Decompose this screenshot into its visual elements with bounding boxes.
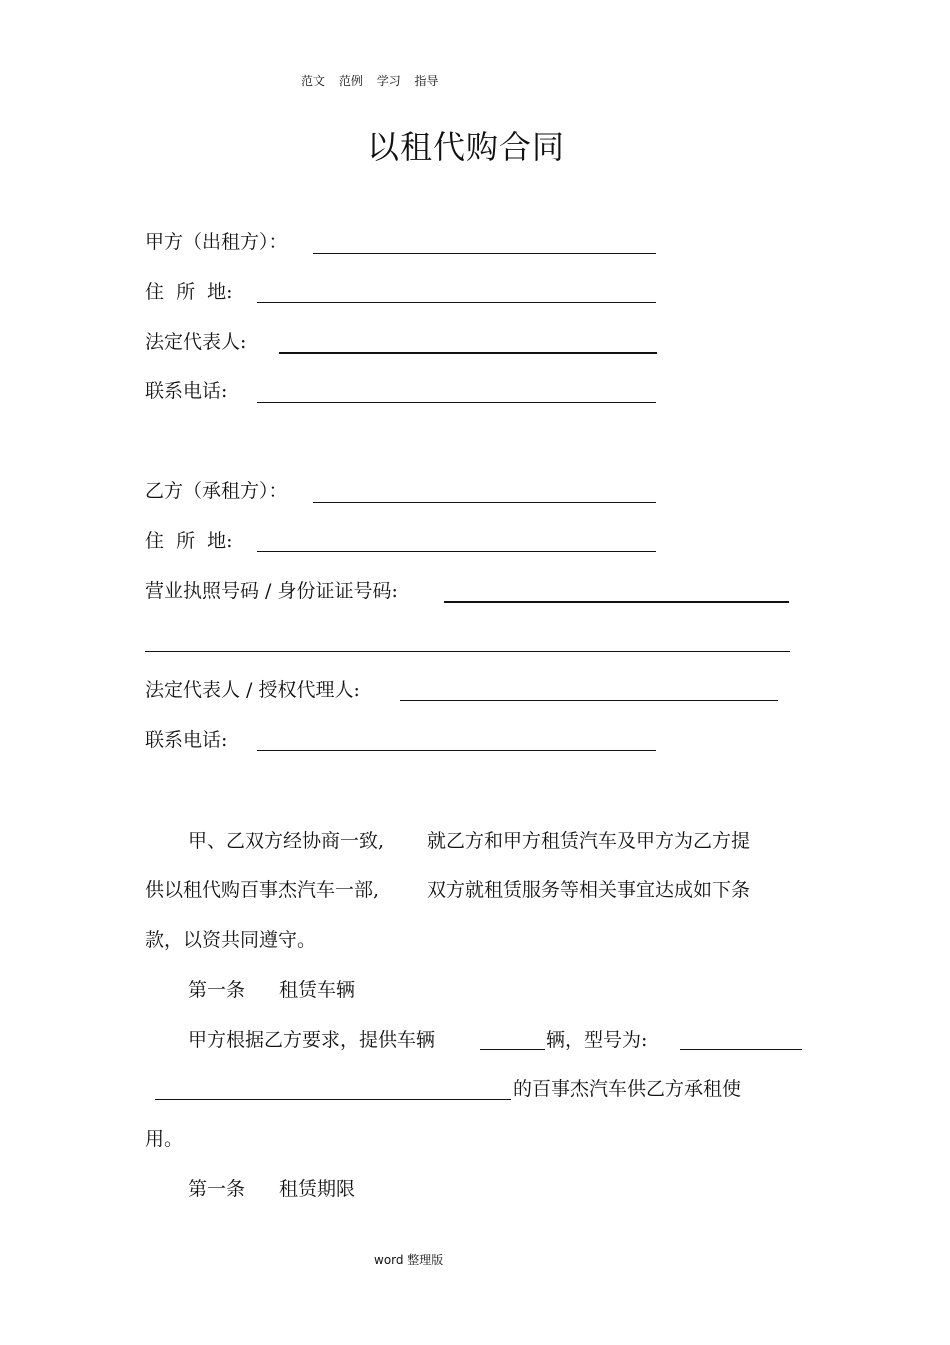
- header-item: 范文: [301, 74, 326, 88]
- page-footer: word 整理版: [374, 1253, 444, 1267]
- party-b-address-label: 住 所 地:: [145, 530, 233, 552]
- header-item: 学习: [376, 74, 401, 88]
- document-title: 以租代购合同: [366, 128, 565, 166]
- party-b-name-blank[interactable]: [313, 502, 656, 503]
- header-item: 指导: [414, 74, 439, 88]
- intro-line-1a: 甲、乙双方经协商一致,: [188, 830, 385, 852]
- intro-line-2a: 供以租代购百事杰汽车一部,: [145, 879, 380, 901]
- intro-line-3: 款，以资共同遵守。: [145, 929, 317, 951]
- party-b-id-blank[interactable]: [444, 601, 789, 603]
- party-a-address-blank[interactable]: [257, 302, 656, 303]
- party-b-phone-blank[interactable]: [257, 750, 656, 751]
- intro-line-2b: 双方就租赁服务等相关事宜达成如下条: [427, 879, 751, 901]
- party-a-name-label: 甲方（出租方）：: [145, 231, 288, 253]
- article-1-title: 租赁车辆: [279, 979, 356, 1001]
- party-a-phone-blank[interactable]: [257, 402, 656, 403]
- article-1-text-d: 用。: [145, 1128, 184, 1150]
- party-a-name-blank[interactable]: [313, 253, 656, 254]
- article-1-text-a: 甲方根据乙方要求，提供车辆: [188, 1029, 436, 1051]
- header-item: 范例: [338, 74, 363, 88]
- article-1-number: 第一条: [188, 979, 246, 1001]
- party-a-phone-label: 联系电话:: [145, 380, 228, 402]
- party-b-address-blank[interactable]: [257, 551, 656, 552]
- party-b-phone-label: 联系电话:: [145, 729, 228, 751]
- party-b-rep-blank[interactable]: [400, 700, 778, 701]
- vehicle-count-blank[interactable]: [480, 1049, 545, 1050]
- article-1-text-b: 辆，型号为:: [546, 1029, 648, 1051]
- party-b-rep-label: 法定代表人 / 授权代理人:: [145, 679, 360, 701]
- party-a-legal-rep-blank[interactable]: [279, 352, 657, 354]
- party-a-legal-rep-label: 法定代表人:: [145, 331, 247, 353]
- page-header: [301, 72, 449, 89]
- article-2-title: 租赁期限: [279, 1178, 356, 1200]
- party-b-id-label: 营业执照号码 / 身份证证号码:: [145, 580, 398, 602]
- party-b-name-label: 乙方（承租方）：: [145, 480, 288, 502]
- party-b-id-blank-continued[interactable]: [145, 651, 790, 652]
- vehicle-model-blank-continued[interactable]: [155, 1099, 511, 1100]
- vehicle-model-blank[interactable]: [680, 1049, 802, 1050]
- intro-line-1b: 就乙方和甲方租赁汽车及甲方为乙方提: [427, 830, 751, 852]
- party-a-address-label: 住 所 地:: [145, 281, 233, 303]
- article-2-number: 第一条: [188, 1178, 246, 1200]
- article-1-text-c: 的百事杰汽车供乙方承租使: [513, 1078, 742, 1100]
